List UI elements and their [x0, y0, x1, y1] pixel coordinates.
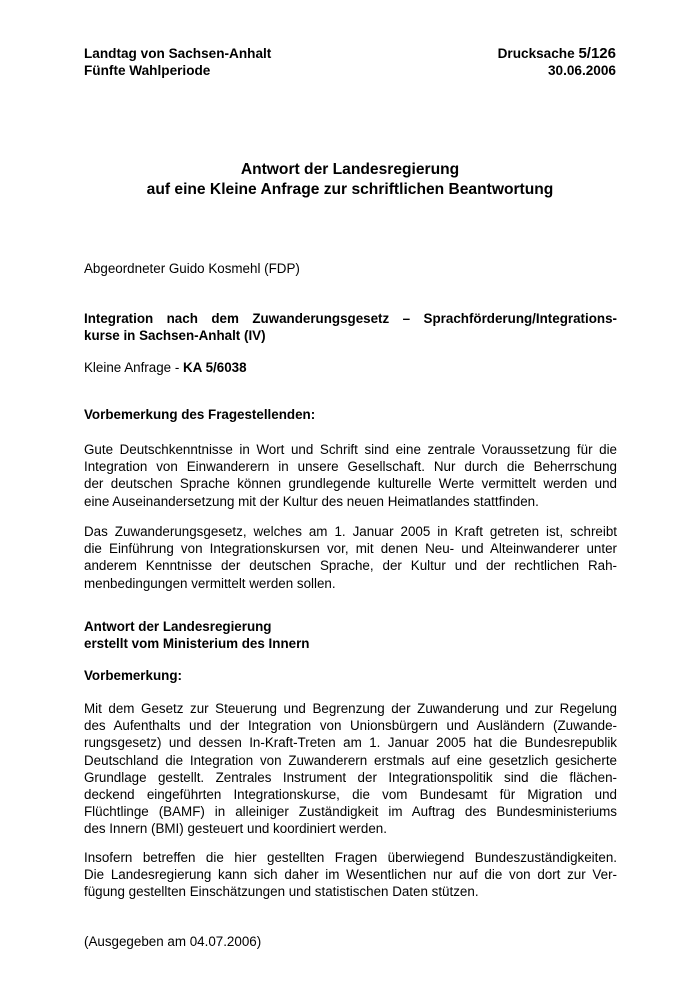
text-line: des Aufenthalts und der Integration von Unionsbürgern und Ausländern (Zuwande-: [84, 718, 617, 734]
preliminary-heading: Vorbemerkung des Fragestellenden:: [84, 407, 316, 422]
document-label: Drucksache: [497, 46, 575, 61]
text-line: Insofern betreffen die hier gestellten Fragen überwiegend Bundeszuständigkeiten.: [84, 850, 617, 865]
issue-date-footer: (Ausgegeben am 04.07.2006): [84, 934, 262, 949]
text-line: Deutschland die Integration von Zuwanderern erstmals auf eine gesetzlich gesicherte: [84, 752, 617, 768]
remark-paragraph-1: [84, 700, 617, 838]
text-line: Die Landesregierung kann sich daher im Wesentlichen nur auf die von dort zur Ver-: [84, 867, 617, 883]
document-number: 5/126: [578, 45, 616, 62]
answer-heading-line-2: erstellt vom Ministerium des Innern: [84, 636, 310, 652]
text-line: die Einführung von Integrationskursen vor, mit denen Neu- und Alteinwanderer unter: [84, 541, 617, 557]
subject-line-1: Integration nach dem Zuwanderungsgesetz – Sprachförderung/Integrations-: [84, 311, 617, 326]
subject: [84, 310, 617, 344]
text-line: Das Zuwanderungsgesetz, welches am 1. Januar 2005 in Kraft getreten ist, schreibt: [84, 524, 617, 539]
remark-heading: Vorbemerkung:: [84, 668, 182, 683]
text-line: rungsgesetz) und dessen In-Kraft-Treten am 1. Januar 2005 hat die Bundesrepublik: [84, 735, 617, 751]
text-line: der deutschen Sprache können grundlegende kulturelle Werte vermittelt werden und: [84, 476, 617, 492]
text-line: Flüchtlinge (BAMF) in alleiniger Zuständigkeit im Auftrag des Bundesministeriums: [84, 804, 617, 820]
legislative-period: Fünfte Wahlperiode: [84, 63, 211, 78]
text-line: des Innern (BMI) gesteuert und koordiniert werden.: [84, 821, 387, 837]
remark-paragraph-2: [84, 849, 617, 901]
inquiry-number: KA 5/6038: [183, 360, 247, 375]
header-left: [84, 45, 271, 79]
inquiry-reference: [84, 359, 247, 376]
text-line: eine Auseinandersetzung mit der Kultur des neuen Heimatlandes stattfinden.: [84, 493, 539, 509]
inquiry-label: Kleine Anfrage -: [84, 360, 184, 375]
document-number-line: [498, 45, 616, 62]
subject-line-2: kurse in Sachsen-Anhalt (IV): [84, 328, 266, 344]
preliminary-paragraph-2: [84, 523, 617, 592]
text-line: anderem Kenntnisse der deutschen Sprache, der Kultur und der rechtlichen Rah-: [84, 558, 617, 574]
parliament-name: Landtag von Sachsen-Anhalt: [84, 46, 272, 61]
document-date: 30.06.2006: [547, 63, 616, 78]
author: Abgeordneter Guido Kosmehl (FDP): [84, 261, 300, 276]
answer-heading: [84, 618, 309, 652]
text-line: Gute Deutschkenntnisse in Wort und Schrift sind eine zentrale Voraussetzung für die: [84, 442, 617, 457]
text-line: Grundlage gestellt. Zentrales Instrument der Integrationspolitik sind die flächen-: [84, 769, 617, 785]
title-line-2: auf eine Kleine Anfrage zur schriftlichen Beantwortung: [146, 181, 554, 198]
text-line: Mit dem Gesetz zur Steuerung und Begrenzung der Zuwanderung und zur Regelung: [84, 701, 617, 716]
text-line: deckend eingeführten Integrationskurse, die vom Bundesamt für Migration und: [84, 787, 617, 803]
answer-heading-line-1: Antwort der Landesregierung: [84, 619, 272, 634]
header-right: [498, 45, 616, 79]
preliminary-paragraph-1: [84, 441, 617, 510]
text-line: fügung gestellten Einschätzungen und statistischen Daten stützen.: [84, 884, 479, 900]
text-line: menbedingungen vermittelt werden sollen.: [84, 575, 336, 591]
text-line: Integration von Einwanderern in unsere Gesellschaft. Nur durch die Beherrschung: [84, 459, 617, 475]
title-line-1: Antwort der Landesregierung: [240, 161, 460, 178]
page-title: [0, 160, 700, 200]
